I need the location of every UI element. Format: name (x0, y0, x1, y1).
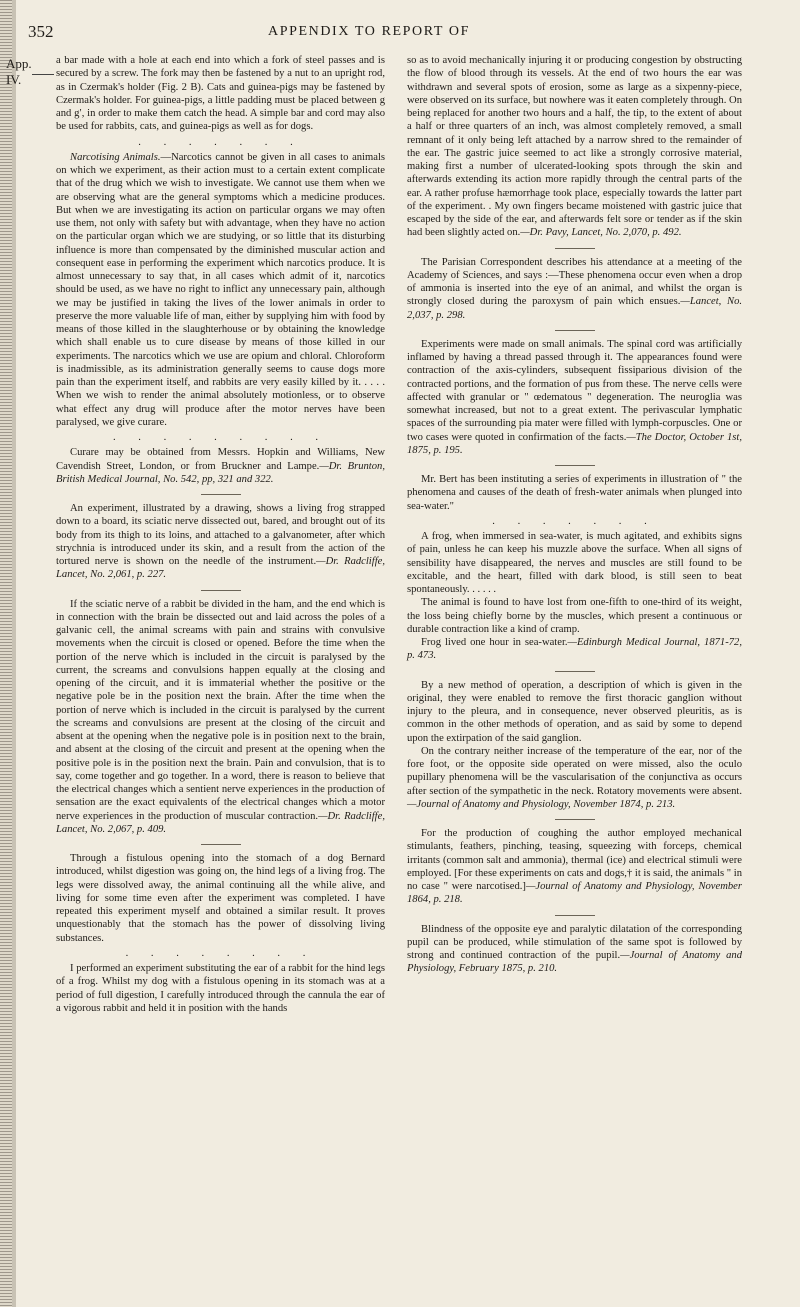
paragraph: I performed an experiment substituting the ear of a rabbit for the hind legs of a frog. Whilst my dog with a fistulous opening in its stomach was at a period of full digestion, I carefully introduced through the cannula the ear of a vigorous rabbit and held it in position with the hands (56, 963, 385, 1014)
paragraph: By a new method of operation, a description of which is given in the original, they were enabled to remove the first thoracic ganglion without injury to the pleura, and in consequence, never observed pleuritis, as is common in the other methods of operation, and as said by some to depend upon the extirpation of the said ganglion. (407, 679, 742, 744)
running-title: APPENDIX TO REPORT OF (268, 24, 470, 39)
citation: —The Doctor, October 1st, 1875, p. 195. (407, 431, 743, 456)
page-header (28, 22, 768, 46)
citation: —Dr. Brunton, British Medical Journal, No. 542, pp, 321 and 322. (56, 460, 385, 485)
paragraph: Through a fistulous opening into the stomach of a dog Bernard introduced, whilst digestion was going on, the hind legs of a living frog. The legs were dissolved away, the animal continuing all the while alive, and living for some time even after the experiment was completed. I have repeated this experiment myself and obtained a similar result. It proves unquestionably that the stomach has the power of dissolving living substances. (56, 853, 385, 944)
separator-rule (555, 330, 595, 331)
separator-rule (555, 248, 595, 249)
paragraph: a bar made with a hole at each end into which a fork of steel passes and is secured by a screw. The fork may then be fastened by a nut to an upright rod, as in Czermak's holder (Fig. 2 B). Cats and guinea-pigs may be fastened by Czermak's holder. For guinea-pigs, a little padding must be placed between g and g′, in order to make them catch the head. A simple bar and cord may also be used for rabbits, cats, and guinea-pigs as well as for dogs. (56, 55, 385, 133)
left-column (56, 54, 385, 1015)
citation: —Edinburgh Medical Journal, 1871-72, p. 473. (407, 637, 742, 662)
citation: —Dr. Radcliffe, Lancet, No. 2,061, p. 227. (56, 556, 385, 581)
separator-rule (201, 844, 241, 845)
paragraph: A frog, when immersed in sea-water, is much agitated, and exhibits signs of pain, unless he can keep his muzzle above the surface. When all signs of sensibility have disappeared, the nerves and muscles are still found to be excitable, and the heart, filled with dark blood, is still seen to beat spontaneously. . . . . . (407, 531, 742, 595)
paragraph: On the contrary neither increase of the temperature of the ear, nor of the fore foot, or the opposite side operated on were missed, also the oculo pupillary phenomena will be the vascularisation of the conjunctiva as occurs after section of the sympathetic in the neck. Rotatory movements were absent.—Journal of Anatomy and Physiology, November 1874, p. 213. (407, 745, 742, 810)
margin-note: App. IV. (6, 56, 32, 87)
paragraph: The Parisian Correspondent describes his attendance at a meeting of the Academy of Sciences, and says :—These phenomena occur even when a drop of ammonia is inserted into the eye of an animal, and whilst the organ is strongly closed during the paroxysm of pain which ensues.—Lancet, No. 2,037, p. 298. (407, 256, 743, 321)
separator-rule (555, 819, 595, 820)
margin-rule (32, 74, 54, 75)
paragraph: Narcotising Animals.—Narcotics cannot be given in all cases to animals on which we experiment, as their action must to a certain extent complicate that of the drug which we wish to investigate. We cannot use them when we are observing what are the general symptoms which a medicine produces. But when we are investigating its action on particular organs we may often use them, not only with safety but with advantage, when they have no action on the particular organ which we are studying, or so little that its disturbing influence is more than compensated by the diminished muscular action and consequent ease in performing the experiment which narcotics produce. It is almost unnecessary to say that, in all cases which admit of it, narcotics should be used, as we have no right to inflict any unnecessary pain, although we may be justified in taking the lives of the lower animals in order to preserve the more valuable life of man, either by supplying him with food by means of those killed in the slaughterhouse or by obtaining the knowledge which shall enable us to cure disease by means of those killed in our experiments. The narcotics which we use are opium and chloral. Chloroform is inadmissible, as its administration generally seems to cause dogs more pain than the experiment itself, and rabbits are very easily killed by it. . . . . When we wish to render the animal absolutely motionless, or to observe what effect any drug will produce after the motor nerves have been paralysed, we give curare. (56, 151, 386, 428)
paragraph: Experiments were made on small animals. The spinal cord was artificially inflamed by having a thread passed through it. The appearances found were contraction of the axis-cylinders, subsequent fissiparious division of the contracted portions, and the formation of pus from these. The nerve cells were affected with granular or " œdematous " degeneration. The neuroglia was somewhat increased, but not to a great extent. The perivascular lymphatic spaces of the surrounding pia mater were filled with lymph-corpuscles. One or two cases were quoted in confirmation of the facts.—The Doctor, October 1st, 1875, p. 195. (407, 338, 743, 456)
paragraph: so as to avoid mechanically injuring it or producing congestion by obstructing the flow of blood through its vessels. At the end of two hours the ear was withdrawn and several spots of erosion, some as large as a sixpenny-piece, were observed on its surface, but nowhere was it eaten completely through. On being replaced for another two hours and a half, the tip, to the extent of about a half or three quarters of an inch, was almost completely removed, a small remnant of it only being left attached by a narrow shred to the remainder of the ear. The gastric juice seemed to act like a strongly corrosive material, making first a number of ulcerated-looking spots through the skin and afterwards extending its action more rapidly through the central parts of the ear. A rather profuse hæmorrhage took place, especially towards the latter part of the experiment. . My own fingers became moistened with gastric juice that escaped by the side of the ear, and afterwards felt sore or tender as if the skin had been slightly acted on.—Dr. Pavy, Lancet, No. 2,070, p. 492. (407, 55, 742, 239)
page-number: 352 (28, 22, 54, 41)
paragraph: For the production of coughing the author employed mechanical stimulants, feathers, pinching, teasing, squeezing with forceps, chemical irritants (common salt and ammonia), thermal (ice) and electrical stimuli were employed. [For these experiments on cats and dogs,† it is said, the animals " in no case " were narcotised.]—Journal of Anatomy and Physiology, November 1864, p. 218. (407, 828, 742, 906)
separator-rule (555, 915, 595, 916)
citation: —Dr. Pavy, Lancet, No. 2,070, p. 492. (520, 227, 682, 239)
separator-rule (201, 494, 241, 495)
paragraph: Mr. Bert has been instituting a series of experiments in illustration of " the phenomena and causes of the death of fresh-water animals when plunged into sea-water." (407, 474, 742, 512)
page-edge-shadow (0, 0, 12, 1307)
citation: —Lancet, No. 2,037, p. 298. (407, 296, 743, 321)
section-heading: Narcotising Animals. (70, 151, 161, 163)
right-column (407, 54, 742, 976)
page-gutter (12, 0, 16, 1307)
ellipsis-dots: . . . . . . . (138, 136, 303, 148)
separator-rule (555, 465, 595, 466)
paragraph: The animal is found to have lost from one-fifth to one-third of its weight, the loss being chiefly borne by the muscles, which present a continuous or durable contraction like a kind of cramp. (407, 597, 742, 635)
separator-rule (555, 671, 595, 672)
separator-rule (201, 590, 241, 591)
paragraph: Curare may be obtained from Messrs. Hopkin and Williams, New Cavendish Street, London, or from Bruckner and Lampe.—Dr. Brunton, British Medical Journal, No. 542, pp, 321 and 322. (56, 447, 385, 485)
paragraph: Blindness of the opposite eye and paralytic dilatation of the corresponding pupil can be produced, while stimulation of the same spot is followed by strong and continued contraction of the pupil.—Journal of Anatomy and Physiology, February 1875, p. 210. (407, 923, 743, 975)
paragraph: Frog lived one hour in sea-water.—Edinburgh Medical Journal, 1871-72, p. 473. (407, 637, 742, 662)
citation: —Journal of Anatomy and Physiology, February 1875, p. 210. (407, 950, 743, 975)
ellipsis-dots: . . . . . . . (492, 515, 657, 527)
ellipsis-dots: . . . . . . . . (125, 947, 316, 959)
paragraph: An experiment, illustrated by a drawing, shows a living frog strapped down to a board, its sciatic nerve dissected out, bared, and brought out of its body from its thigh to its loins, and attached to a galvanometer, after which strychnia is introduced under its skin, and a result from the action of the tortured nerve is shown on the needle of the instrument.—Dr. Radcliffe, Lancet, No. 2,061, p. 227. (56, 503, 385, 581)
citation: —Journal of Anatomy and Physiology, November 1874, p. 213. (407, 798, 676, 810)
ellipsis-dots: . . . . . . . . . (112, 432, 329, 443)
citation: —Dr. Radcliffe, Lancet, No. 2,067, p. 409. (56, 810, 385, 835)
citation: —Journal of Anatomy and Physiology, November 1864, p. 218. (407, 881, 742, 906)
paragraph: If the sciatic nerve of a rabbit be divided in the ham, and the end which is in connection with the brain be dissected out and laid across the poles of a galvanic cell, the animal screams with pain and strains with convulsive movements when the circuit is closed or opened. Before the time when the portion of the nerve which is included in the circuit is paralysed by the current, the screams and convulsions happen equally at the closing and opening of the circuit, and it is immaterial whether the positive or the negative pole be in the position next the brain. After the time when the portion of nerve which is included in the circuit is paralysed by the current the screams and convulsions are present at the closing of the circuit and absent at the opening when the negative pole is in position next to the brain, and absent at the closing of the circuit and present at the opening when the positive pole is in the position next the brain. Pain and convulsion, that is to say, come together and go together. In a word, there is reason to believe that the electrical changes which a sentient nerve experiences in the production of sensation are the exact equivalents of the electrical changes which a motor nerve experiences in the production of muscular contraction.—Dr. Radcliffe, Lancet, No. 2,067, p. 409. (56, 598, 385, 835)
